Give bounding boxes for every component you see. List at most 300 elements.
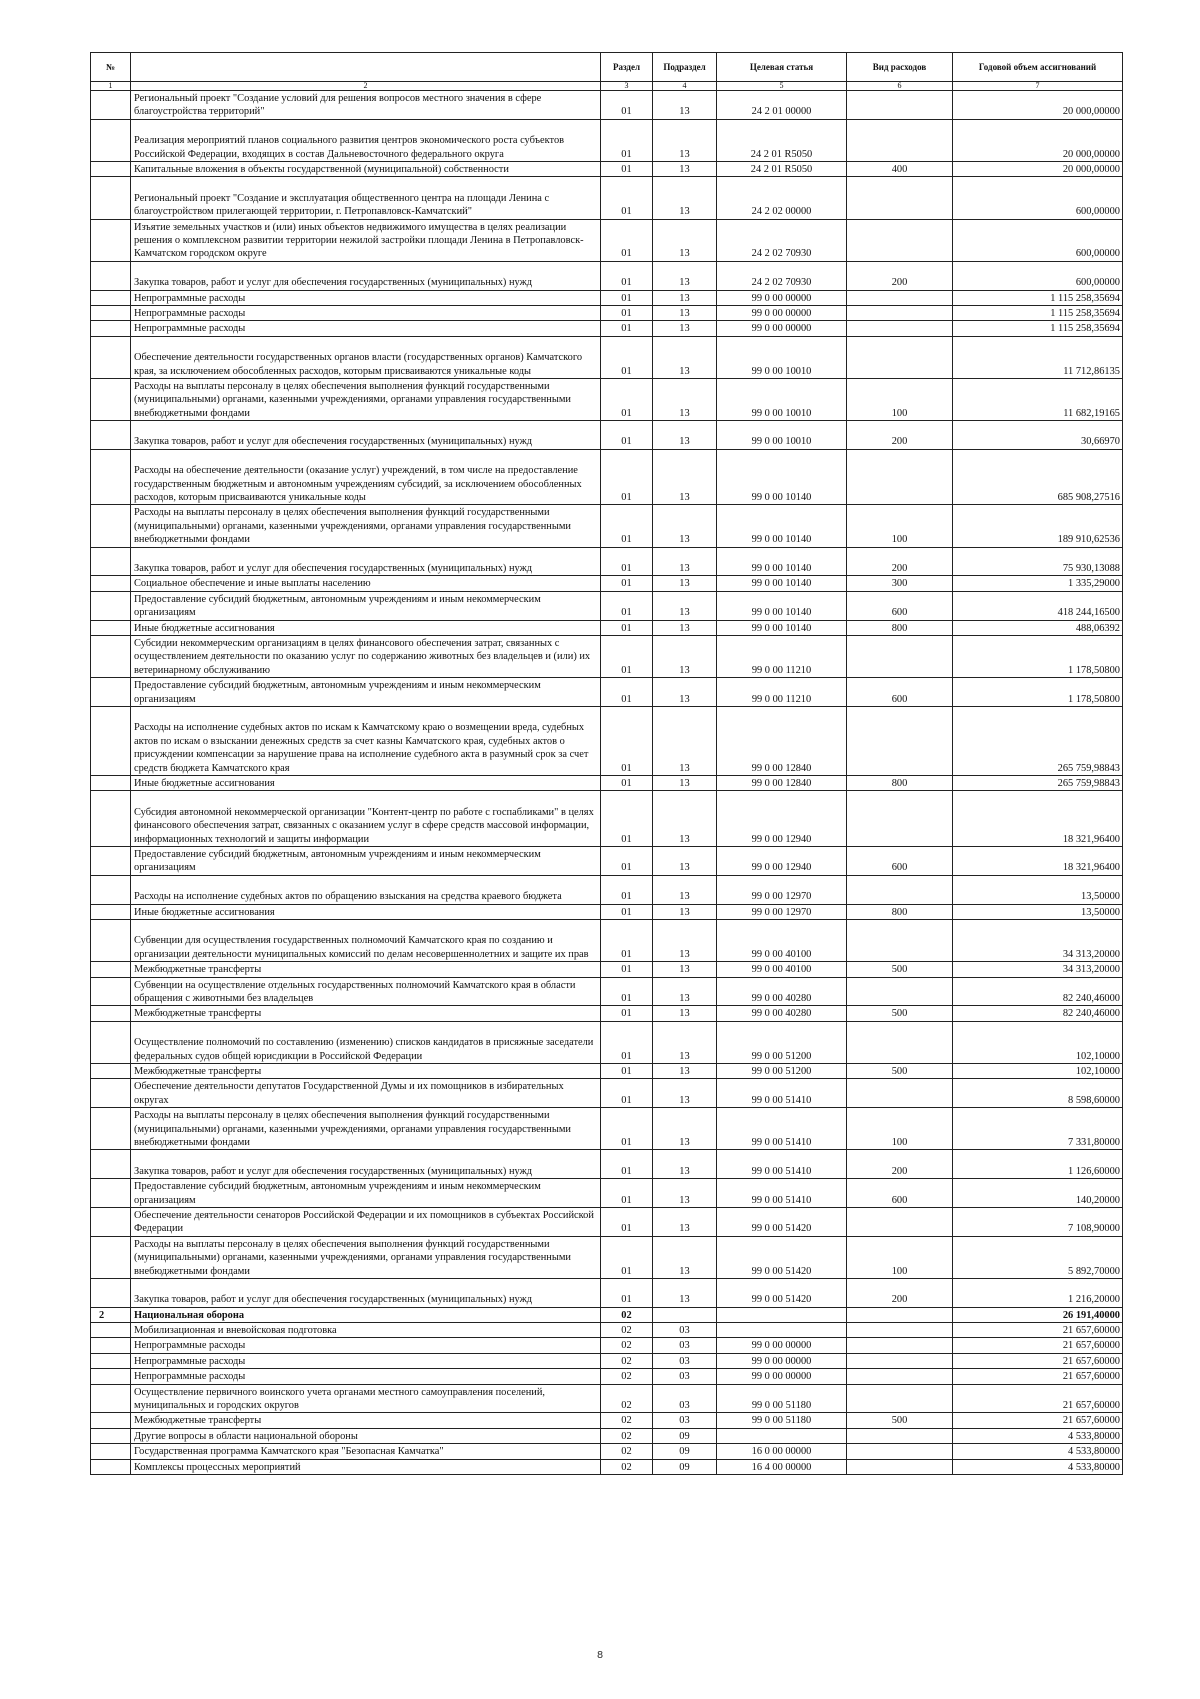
column-number: 7 bbox=[953, 82, 1123, 91]
annual-volume-cell: 30,66970 bbox=[953, 421, 1123, 450]
section-code-cell: 01 bbox=[601, 1108, 653, 1150]
section-code-cell: 01 bbox=[601, 847, 653, 876]
row-number-cell bbox=[91, 161, 131, 176]
expense-type-cell: 100 bbox=[847, 1108, 953, 1150]
target-article-cell: 99 0 00 10140 bbox=[717, 576, 847, 591]
target-article-cell: 99 0 00 00000 bbox=[717, 1353, 847, 1368]
row-number-cell bbox=[91, 91, 131, 120]
row-name-cell: Межбюджетные трансферты bbox=[131, 1063, 601, 1078]
section-code-cell: 01 bbox=[601, 1207, 653, 1236]
annual-volume-cell: 4 533,80000 bbox=[953, 1459, 1123, 1474]
section-code-cell: 02 bbox=[601, 1413, 653, 1428]
subsection-code-cell: 13 bbox=[653, 119, 717, 161]
target-article-cell: 99 0 00 51200 bbox=[717, 1021, 847, 1063]
header-target-article: Целевая статья bbox=[717, 53, 847, 82]
section-code-cell: 01 bbox=[601, 636, 653, 678]
section-code-cell: 01 bbox=[601, 576, 653, 591]
subsection-code-cell: 13 bbox=[653, 547, 717, 576]
expense-type-cell bbox=[847, 1307, 953, 1322]
expense-type-cell bbox=[847, 1444, 953, 1459]
row-number-cell bbox=[91, 1108, 131, 1150]
row-number-cell bbox=[91, 449, 131, 505]
subsection-code-cell bbox=[653, 1307, 717, 1322]
section-code-cell: 01 bbox=[601, 421, 653, 450]
annual-volume-cell: 20 000,00000 bbox=[953, 119, 1123, 161]
expense-type-cell bbox=[847, 1353, 953, 1368]
subsection-code-cell: 13 bbox=[653, 261, 717, 290]
expense-type-cell: 100 bbox=[847, 378, 953, 420]
annual-volume-cell: 5 892,70000 bbox=[953, 1236, 1123, 1278]
target-article-cell bbox=[717, 1307, 847, 1322]
subsection-code-cell: 13 bbox=[653, 1278, 717, 1307]
subsection-code-cell: 13 bbox=[653, 1006, 717, 1021]
table-row bbox=[91, 1006, 1123, 1021]
subsection-code-cell: 13 bbox=[653, 591, 717, 620]
subsection-code-cell: 13 bbox=[653, 1150, 717, 1179]
column-number: 3 bbox=[601, 82, 653, 91]
row-number-cell bbox=[91, 1006, 131, 1021]
table-row bbox=[91, 904, 1123, 919]
annual-volume-cell: 140,20000 bbox=[953, 1179, 1123, 1208]
row-number-cell bbox=[91, 1444, 131, 1459]
subsection-code-cell: 13 bbox=[653, 904, 717, 919]
row-name-cell: Закупка товаров, работ и услуг для обеспечения государственных (муниципальных) нужд bbox=[131, 261, 601, 290]
expense-type-cell bbox=[847, 875, 953, 904]
table-row bbox=[91, 1236, 1123, 1278]
row-number-cell bbox=[91, 791, 131, 847]
row-name-cell: Предоставление субсидий бюджетным, автономным учреждениям и иным некоммерческим организациям bbox=[131, 847, 601, 876]
expense-type-cell bbox=[847, 91, 953, 120]
expense-type-cell bbox=[847, 1369, 953, 1384]
section-code-cell: 02 bbox=[601, 1323, 653, 1338]
row-number-cell bbox=[91, 1323, 131, 1338]
target-article-cell: 99 0 00 12970 bbox=[717, 904, 847, 919]
column-number-row bbox=[91, 82, 1123, 91]
row-name-cell: Осуществление полномочий по составлению (изменению) списков кандидатов в присяжные заседатели федеральных судов общей юрисдикции в Российской Федерации bbox=[131, 1021, 601, 1063]
target-article-cell: 99 0 00 10140 bbox=[717, 591, 847, 620]
annual-volume-cell: 21 657,60000 bbox=[953, 1413, 1123, 1428]
section-code-cell: 01 bbox=[601, 505, 653, 547]
annual-volume-cell: 21 657,60000 bbox=[953, 1369, 1123, 1384]
subsection-code-cell: 03 bbox=[653, 1369, 717, 1384]
annual-volume-cell: 1 178,50800 bbox=[953, 636, 1123, 678]
expense-type-cell bbox=[847, 977, 953, 1006]
table-row bbox=[91, 421, 1123, 450]
annual-volume-cell: 18 321,96400 bbox=[953, 791, 1123, 847]
subsection-code-cell: 09 bbox=[653, 1444, 717, 1459]
target-article-cell: 16 4 00 00000 bbox=[717, 1459, 847, 1474]
target-article-cell: 99 0 00 10010 bbox=[717, 421, 847, 450]
column-number: 1 bbox=[91, 82, 131, 91]
section-code-cell: 01 bbox=[601, 378, 653, 420]
row-number-cell bbox=[91, 904, 131, 919]
target-article-cell: 99 0 00 51200 bbox=[717, 1063, 847, 1078]
expense-type-cell: 200 bbox=[847, 547, 953, 576]
annual-volume-cell: 8 598,60000 bbox=[953, 1079, 1123, 1108]
table-row bbox=[91, 1413, 1123, 1428]
section-code-cell: 02 bbox=[601, 1353, 653, 1368]
annual-volume-cell: 488,06392 bbox=[953, 620, 1123, 635]
expense-type-cell bbox=[847, 1021, 953, 1063]
row-name-cell: Расходы на исполнение судебных актов по искам к Камчатскому краю о возмещении вреда, судебных актов по искам о взыскании денежных средств за счет казны Камчатского края, судебных актов о присуждении компенсации за нарушение права на исполнение судебного акта в разумный срок за счет средств бюджета Камчатского края bbox=[131, 707, 601, 776]
section-code-cell: 01 bbox=[601, 1179, 653, 1208]
annual-volume-cell: 34 313,20000 bbox=[953, 920, 1123, 962]
row-number-cell bbox=[91, 620, 131, 635]
subsection-code-cell: 13 bbox=[653, 1063, 717, 1078]
table-row bbox=[91, 378, 1123, 420]
expense-type-cell: 600 bbox=[847, 591, 953, 620]
target-article-cell: 99 0 00 10140 bbox=[717, 449, 847, 505]
column-number: 5 bbox=[717, 82, 847, 91]
subsection-code-cell: 13 bbox=[653, 421, 717, 450]
section-code-cell: 01 bbox=[601, 321, 653, 336]
section-code-cell: 01 bbox=[601, 305, 653, 320]
subsection-code-cell: 03 bbox=[653, 1323, 717, 1338]
table-row bbox=[91, 707, 1123, 776]
expense-type-cell bbox=[847, 177, 953, 219]
expense-type-cell: 800 bbox=[847, 620, 953, 635]
section-code-cell: 02 bbox=[601, 1384, 653, 1413]
target-article-cell: 24 2 01 R5050 bbox=[717, 161, 847, 176]
row-name-cell: Мобилизационная и вневойсковая подготовка bbox=[131, 1323, 601, 1338]
row-name-cell: Социальное обеспечение и иные выплаты населению bbox=[131, 576, 601, 591]
target-article-cell: 99 0 00 51420 bbox=[717, 1236, 847, 1278]
section-code-cell: 01 bbox=[601, 1063, 653, 1078]
subsection-code-cell: 13 bbox=[653, 305, 717, 320]
target-article-cell: 99 0 00 40100 bbox=[717, 962, 847, 977]
target-article-cell: 99 0 00 10010 bbox=[717, 378, 847, 420]
annual-volume-cell: 189 910,62536 bbox=[953, 505, 1123, 547]
row-name-cell: Другие вопросы в области национальной обороны bbox=[131, 1428, 601, 1443]
annual-volume-cell: 102,10000 bbox=[953, 1063, 1123, 1078]
subsection-code-cell: 13 bbox=[653, 977, 717, 1006]
subsection-code-cell: 13 bbox=[653, 219, 717, 261]
table-row bbox=[91, 1384, 1123, 1413]
table-row bbox=[91, 847, 1123, 876]
row-number-cell bbox=[91, 1353, 131, 1368]
target-article-cell: 99 0 00 40280 bbox=[717, 1006, 847, 1021]
subsection-code-cell: 13 bbox=[653, 776, 717, 791]
subsection-code-cell: 09 bbox=[653, 1428, 717, 1443]
subsection-code-cell: 03 bbox=[653, 1413, 717, 1428]
row-number-cell bbox=[91, 847, 131, 876]
budget-table-page bbox=[90, 52, 1122, 1475]
row-name-cell: Иные бюджетные ассигнования bbox=[131, 620, 601, 635]
target-article-cell: 99 0 00 00000 bbox=[717, 290, 847, 305]
row-number-cell bbox=[91, 1459, 131, 1474]
target-article-cell: 99 0 00 00000 bbox=[717, 1338, 847, 1353]
expense-type-cell bbox=[847, 1207, 953, 1236]
target-article-cell bbox=[717, 1323, 847, 1338]
row-number-cell bbox=[91, 920, 131, 962]
row-name-cell: Реализация мероприятий планов социального развития центров экономического роста субъектов Российской Федерации, входящих в состав Дальневосточного федерального округа bbox=[131, 119, 601, 161]
budget-table bbox=[90, 52, 1123, 1475]
page-number: 8 bbox=[596, 1650, 604, 1661]
target-article-cell: 24 2 01 00000 bbox=[717, 91, 847, 120]
row-number-cell bbox=[91, 1384, 131, 1413]
column-number: 6 bbox=[847, 82, 953, 91]
row-number-cell bbox=[91, 962, 131, 977]
row-name-cell: Непрограммные расходы bbox=[131, 305, 601, 320]
table-body bbox=[91, 91, 1123, 1475]
target-article-cell: 99 0 00 51180 bbox=[717, 1384, 847, 1413]
subsection-code-cell: 13 bbox=[653, 1207, 717, 1236]
row-number-cell bbox=[91, 1207, 131, 1236]
annual-volume-cell: 21 657,60000 bbox=[953, 1384, 1123, 1413]
expense-type-cell: 500 bbox=[847, 962, 953, 977]
expense-type-cell bbox=[847, 1384, 953, 1413]
subsection-code-cell: 13 bbox=[653, 1079, 717, 1108]
section-code-cell: 01 bbox=[601, 1021, 653, 1063]
expense-type-cell bbox=[847, 1338, 953, 1353]
annual-volume-cell: 13,50000 bbox=[953, 904, 1123, 919]
annual-volume-cell: 265 759,98843 bbox=[953, 707, 1123, 776]
row-number-cell bbox=[91, 1428, 131, 1443]
row-name-cell: Субсидии некоммерческим организациям в целях финансового обеспечения затрат, связанных с осуществлением деятельности по оказанию услуг по содержанию животных без владельцев и (или) их ветеринарному обслуживанию bbox=[131, 636, 601, 678]
row-name-cell: Комплексы процессных мероприятий bbox=[131, 1459, 601, 1474]
expense-type-cell bbox=[847, 119, 953, 161]
section-code-cell: 01 bbox=[601, 336, 653, 378]
annual-volume-cell: 21 657,60000 bbox=[953, 1338, 1123, 1353]
annual-volume-cell: 26 191,40000 bbox=[953, 1307, 1123, 1322]
section-code-cell: 01 bbox=[601, 791, 653, 847]
section-code-cell: 01 bbox=[601, 119, 653, 161]
section-code-cell: 01 bbox=[601, 678, 653, 707]
annual-volume-cell: 600,00000 bbox=[953, 219, 1123, 261]
annual-volume-cell: 600,00000 bbox=[953, 261, 1123, 290]
subsection-code-cell: 13 bbox=[653, 791, 717, 847]
section-code-cell: 01 bbox=[601, 1278, 653, 1307]
row-number-cell bbox=[91, 305, 131, 320]
expense-type-cell bbox=[847, 791, 953, 847]
target-article-cell: 99 0 00 51420 bbox=[717, 1278, 847, 1307]
expense-type-cell bbox=[847, 1428, 953, 1443]
expense-type-cell bbox=[847, 321, 953, 336]
expense-type-cell bbox=[847, 636, 953, 678]
row-name-cell: Капитальные вложения в объекты государственной (муниципальной) собственности bbox=[131, 161, 601, 176]
row-number-cell bbox=[91, 1413, 131, 1428]
table-header-row bbox=[91, 53, 1123, 82]
row-number-cell bbox=[91, 119, 131, 161]
annual-volume-cell: 20 000,00000 bbox=[953, 161, 1123, 176]
target-article-cell: 99 0 00 40100 bbox=[717, 920, 847, 962]
expense-type-cell: 600 bbox=[847, 678, 953, 707]
target-article-cell: 99 0 00 11210 bbox=[717, 636, 847, 678]
row-name-cell: Государственная программа Камчатского края "Безопасная Камчатка" bbox=[131, 1444, 601, 1459]
target-article-cell: 99 0 00 00000 bbox=[717, 321, 847, 336]
expense-type-cell: 200 bbox=[847, 421, 953, 450]
section-code-cell: 01 bbox=[601, 920, 653, 962]
section-code-cell: 01 bbox=[601, 620, 653, 635]
row-number-cell bbox=[91, 636, 131, 678]
annual-volume-cell: 20 000,00000 bbox=[953, 91, 1123, 120]
row-number-cell bbox=[91, 1150, 131, 1179]
table-row bbox=[91, 449, 1123, 505]
row-number-cell bbox=[91, 576, 131, 591]
target-article-cell: 99 0 00 12840 bbox=[717, 707, 847, 776]
subsection-code-cell: 13 bbox=[653, 636, 717, 678]
target-article-cell: 99 0 00 51420 bbox=[717, 1207, 847, 1236]
section-code-cell: 01 bbox=[601, 707, 653, 776]
section-code-cell: 01 bbox=[601, 1079, 653, 1108]
row-number-cell bbox=[91, 678, 131, 707]
table-row bbox=[91, 305, 1123, 320]
row-number-cell bbox=[91, 591, 131, 620]
row-name-cell: Межбюджетные трансферты bbox=[131, 962, 601, 977]
section-code-cell: 02 bbox=[601, 1369, 653, 1384]
subsection-code-cell: 13 bbox=[653, 962, 717, 977]
header-section: Раздел bbox=[601, 53, 653, 82]
subsection-code-cell: 13 bbox=[653, 177, 717, 219]
row-number-cell bbox=[91, 1278, 131, 1307]
row-number-cell bbox=[91, 875, 131, 904]
table-row bbox=[91, 977, 1123, 1006]
row-name-cell: Обеспечение деятельности государственных органов власти (государственных органов) Камчатского края, за исключением обособленных расходов, которым присваиваются уникальные коды bbox=[131, 336, 601, 378]
header-name bbox=[131, 53, 601, 82]
table-row bbox=[91, 336, 1123, 378]
table-row bbox=[91, 91, 1123, 120]
target-article-cell: 24 2 02 70930 bbox=[717, 261, 847, 290]
row-name-cell: Расходы на выплаты персоналу в целях обеспечения выполнения функций государственными (муниципальными) органами, казенными учреждениями, органами управления государственными внебюджетными фондами bbox=[131, 505, 601, 547]
table-row bbox=[91, 920, 1123, 962]
subsection-code-cell: 13 bbox=[653, 336, 717, 378]
target-article-cell: 99 0 00 12940 bbox=[717, 791, 847, 847]
subsection-code-cell: 13 bbox=[653, 1236, 717, 1278]
subsection-code-cell: 13 bbox=[653, 576, 717, 591]
expense-type-cell bbox=[847, 219, 953, 261]
subsection-code-cell: 03 bbox=[653, 1353, 717, 1368]
section-code-cell: 01 bbox=[601, 261, 653, 290]
table-row bbox=[91, 678, 1123, 707]
annual-volume-cell: 82 240,46000 bbox=[953, 1006, 1123, 1021]
expense-type-cell: 100 bbox=[847, 505, 953, 547]
row-number-cell bbox=[91, 707, 131, 776]
section-code-cell: 01 bbox=[601, 449, 653, 505]
table-row bbox=[91, 1444, 1123, 1459]
row-number-cell bbox=[91, 1063, 131, 1078]
annual-volume-cell: 11 682,19165 bbox=[953, 378, 1123, 420]
table-row bbox=[91, 1353, 1123, 1368]
table-row bbox=[91, 161, 1123, 176]
row-name-cell: Закупка товаров, работ и услуг для обеспечения государственных (муниципальных) нужд bbox=[131, 1278, 601, 1307]
table-row bbox=[91, 1369, 1123, 1384]
expense-type-cell bbox=[847, 920, 953, 962]
subsection-code-cell: 09 bbox=[653, 1459, 717, 1474]
table-row bbox=[91, 119, 1123, 161]
row-name-cell: Закупка товаров, работ и услуг для обеспечения государственных (муниципальных) нужд bbox=[131, 1150, 601, 1179]
table-row bbox=[91, 962, 1123, 977]
expense-type-cell bbox=[847, 707, 953, 776]
target-article-cell: 99 0 00 10140 bbox=[717, 505, 847, 547]
row-number-cell bbox=[91, 378, 131, 420]
row-name-cell: Межбюджетные трансферты bbox=[131, 1006, 601, 1021]
row-number-cell bbox=[91, 1079, 131, 1108]
row-number-cell bbox=[91, 219, 131, 261]
annual-volume-cell: 13,50000 bbox=[953, 875, 1123, 904]
annual-volume-cell: 21 657,60000 bbox=[953, 1323, 1123, 1338]
target-article-cell: 24 2 01 R5050 bbox=[717, 119, 847, 161]
header-expense-type: Вид расходов bbox=[847, 53, 953, 82]
row-name-cell: Региональный проект "Создание условий для решения вопросов местного значения в сфере благоустройства территорий" bbox=[131, 91, 601, 120]
annual-volume-cell: 600,00000 bbox=[953, 177, 1123, 219]
row-number-cell bbox=[91, 1236, 131, 1278]
expense-type-cell: 800 bbox=[847, 904, 953, 919]
section-code-cell: 01 bbox=[601, 177, 653, 219]
target-article-cell: 24 2 02 00000 bbox=[717, 177, 847, 219]
annual-volume-cell: 1 178,50800 bbox=[953, 678, 1123, 707]
target-article-cell: 99 0 00 10140 bbox=[717, 620, 847, 635]
section-code-cell: 01 bbox=[601, 904, 653, 919]
row-number-cell bbox=[91, 321, 131, 336]
table-row bbox=[91, 1021, 1123, 1063]
section-code-cell: 02 bbox=[601, 1338, 653, 1353]
section-code-cell: 01 bbox=[601, 875, 653, 904]
row-name-cell: Межбюджетные трансферты bbox=[131, 1413, 601, 1428]
target-article-cell: 99 0 00 00000 bbox=[717, 305, 847, 320]
annual-volume-cell: 1 335,29000 bbox=[953, 576, 1123, 591]
target-article-cell: 99 0 00 12940 bbox=[717, 847, 847, 876]
table-row bbox=[91, 1278, 1123, 1307]
target-article-cell: 99 0 00 51410 bbox=[717, 1179, 847, 1208]
row-name-cell: Иные бюджетные ассигнования bbox=[131, 904, 601, 919]
table-row bbox=[91, 1323, 1123, 1338]
target-article-cell: 99 0 00 51410 bbox=[717, 1079, 847, 1108]
table-row bbox=[91, 177, 1123, 219]
subsection-code-cell: 13 bbox=[653, 620, 717, 635]
annual-volume-cell: 4 533,80000 bbox=[953, 1444, 1123, 1459]
expense-type-cell: 800 bbox=[847, 776, 953, 791]
table-row bbox=[91, 636, 1123, 678]
annual-volume-cell: 34 313,20000 bbox=[953, 962, 1123, 977]
annual-volume-cell: 21 657,60000 bbox=[953, 1353, 1123, 1368]
row-name-cell: Субсидия автономной некоммерческой организации "Контент-центр по работе с госпабликами" в целях финансового обеспечения затрат, связанных с оказанием услуг в сфере средств массовой информации, информационных технологий и защиты информации bbox=[131, 791, 601, 847]
row-number-cell bbox=[91, 1179, 131, 1208]
table-row bbox=[91, 1063, 1123, 1078]
row-name-cell: Непрограммные расходы bbox=[131, 1338, 601, 1353]
row-name-cell: Предоставление субсидий бюджетным, автономным учреждениям и иным некоммерческим организациям bbox=[131, 1179, 601, 1208]
expense-type-cell bbox=[847, 1459, 953, 1474]
section-code-cell: 01 bbox=[601, 776, 653, 791]
section-code-cell: 02 bbox=[601, 1444, 653, 1459]
table-row bbox=[91, 261, 1123, 290]
table-row bbox=[91, 1459, 1123, 1474]
subsection-code-cell: 13 bbox=[653, 678, 717, 707]
subsection-code-cell: 13 bbox=[653, 707, 717, 776]
section-code-cell: 01 bbox=[601, 591, 653, 620]
row-number-cell bbox=[91, 290, 131, 305]
annual-volume-cell: 102,10000 bbox=[953, 1021, 1123, 1063]
row-name-cell: Закупка товаров, работ и услуг для обеспечения государственных (муниципальных) нужд bbox=[131, 547, 601, 576]
row-number-cell bbox=[91, 336, 131, 378]
row-number-cell bbox=[91, 421, 131, 450]
table-row bbox=[91, 620, 1123, 635]
row-number-cell bbox=[91, 977, 131, 1006]
table-row bbox=[91, 1150, 1123, 1179]
subsection-code-cell: 13 bbox=[653, 847, 717, 876]
subsection-code-cell: 13 bbox=[653, 91, 717, 120]
expense-type-cell: 500 bbox=[847, 1413, 953, 1428]
table-row bbox=[91, 591, 1123, 620]
row-name-cell: Непрограммные расходы bbox=[131, 1369, 601, 1384]
expense-type-cell bbox=[847, 290, 953, 305]
subsection-code-cell: 13 bbox=[653, 1179, 717, 1208]
expense-type-cell bbox=[847, 1079, 953, 1108]
section-code-cell: 01 bbox=[601, 1006, 653, 1021]
row-number-cell bbox=[91, 1338, 131, 1353]
row-name-cell: Непрограммные расходы bbox=[131, 290, 601, 305]
target-article-cell: 99 0 00 40280 bbox=[717, 977, 847, 1006]
header-subsection: Подраздел bbox=[653, 53, 717, 82]
